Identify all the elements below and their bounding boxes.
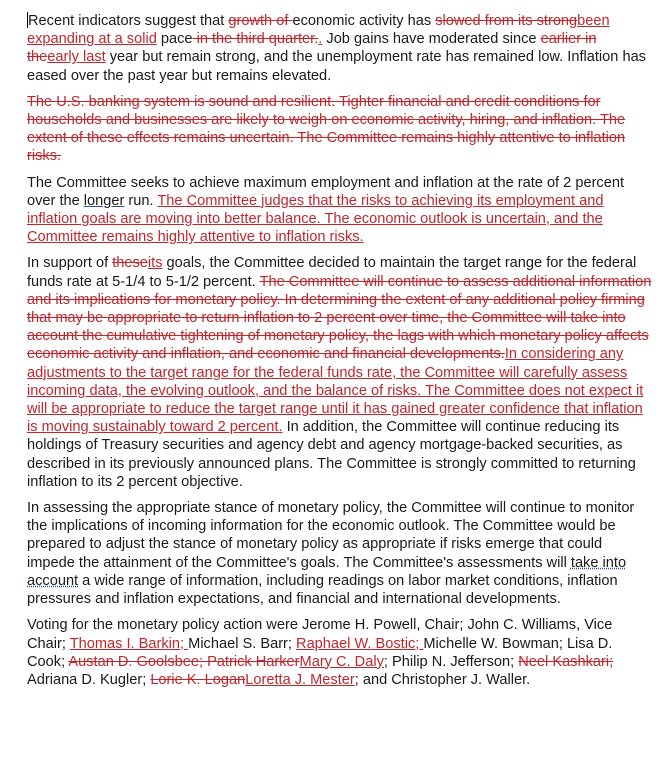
text-run: year but remain strong, and the unemployment rate has remained low. Inflation has eased over the past year but remains elevated. <box>27 49 646 84</box>
paragraph-policy-decision[interactable] <box>27 254 652 491</box>
deleted-text: The Committee will continue to assess additional information and its implications for monetary policy. In determining the extent of any additional policy firming that may be appropriate to return inflation to 2 percent over time, the Committee will take into account the cumulative tightening of monetary policy, the lags with which monetary policy affects economic activity and inflation, and economic and financial developments. <box>27 273 652 363</box>
inserted-text: Loretta J. Mester <box>245 671 355 688</box>
text-run: In support of <box>27 255 113 272</box>
inserted-text: Thomas I. Barkin; <box>69 635 189 652</box>
text-run: ; and Christopher J. Waller. <box>354 671 531 688</box>
deleted-text: in the third quarter. <box>192 31 319 48</box>
text-run: Michelle W. Bowman; Lisa D. Cook; <box>27 635 613 670</box>
text-run: goals, the Committee decided to maintain the target range for the federal funds rate at 5-1/4 to 5-1/2 percent. <box>27 255 637 290</box>
deleted-text: these <box>112 255 148 272</box>
text-run: a wide range of information, including readings on labor market conditions, inflation pressures and inflation expectations, and financial and international developments. <box>27 572 618 608</box>
inserted-text: its <box>147 255 163 272</box>
deleted-text: Austan D. Goolsbee; Patrick Harker <box>68 653 300 670</box>
deleted-text: growth of <box>228 13 293 29</box>
inserted-text: . <box>318 31 323 48</box>
text-run: pace <box>156 31 193 48</box>
inserted-text: Mary C. Daly <box>299 653 384 670</box>
deleted-text: Neel Kashkari; <box>518 653 614 670</box>
paragraph-committee-goals[interactable] <box>27 174 652 247</box>
deleted-text: The U.S. banking system is sound and resilient. Tighter financial and credit conditions for households and businesses are likely to weigh on economic activity, hiring, and inflation. The extent of these effects remains uncertain. The Committee remains highly attentive to inflation risks. <box>27 93 626 165</box>
inserted-text: Raphael W. Bostic; <box>296 635 424 652</box>
paragraph-economic-activity[interactable] <box>27 12 652 85</box>
text-run: economic activity has <box>292 13 436 29</box>
inserted-text: early last <box>47 49 106 66</box>
text-run: Job gains have moderated since <box>322 31 541 48</box>
inserted-text: In considering any adjustments to the target range for the federal funds rate, the Committee will carefully assess incoming data, the evolving outlook, and the balance of risks. The Committee does not expect it will be appropriate to reduce the target range until it has gained greater confidence that inflation is moving sustainably toward 2 percent. <box>27 346 644 436</box>
proofing-flag-text: longer <box>83 192 125 209</box>
text-run: run. <box>124 192 158 209</box>
text-run: In assessing the appropriate stance of monetary policy, the Committee will continue to monitor the implications of incoming information for the economic outlook. The Committee would be prepared to adjust the stance of monetary policy as appropriate if risks emerge that could impede the attainment of the Committee's goals. The Committee's assessments will <box>27 500 635 571</box>
text-run: Voting for the monetary policy action were Jerome H. Powell, Chair; John C. Williams, Vice Chair; <box>27 617 613 652</box>
document-body[interactable] <box>27 12 652 697</box>
text-run: Adriana D. Kugler; <box>27 671 151 688</box>
text-run: Michael S. Barr; <box>188 635 297 652</box>
paragraph-voting-members[interactable] <box>27 616 652 689</box>
text-run: The Committee seeks to achieve maximum employment and inflation at the rate of 2 percent over the <box>27 174 625 209</box>
text-run: Recent indicators suggest that <box>28 13 229 29</box>
text-run: ; Philip N. Jefferson; <box>383 653 519 670</box>
deleted-text: earlier in the <box>27 31 597 66</box>
inserted-text: The Committee judges that the risks to achieving its employment and inflation goals are moving into better balance. The economic outlook is uncertain, and the Committee remains highly attentive to inflation risks. <box>27 192 604 246</box>
proofing-flag-text: take into account <box>27 554 627 589</box>
paragraph-banking-system[interactable] <box>27 93 652 166</box>
paragraph-policy-stance[interactable] <box>27 499 652 608</box>
deleted-text: slowed from its strong <box>435 13 578 29</box>
text-run: In addition, the Committee will continue reducing its holdings of Treasury securities and agency debt and agency mortgage-backed securities, as described in its previously announced plans. The Committee is strongly committed to returning inflation to its 2 percent objective. <box>27 419 636 490</box>
inserted-text: been expanding at a solid <box>27 13 610 48</box>
deleted-text: Lorie K. Logan <box>150 671 246 688</box>
